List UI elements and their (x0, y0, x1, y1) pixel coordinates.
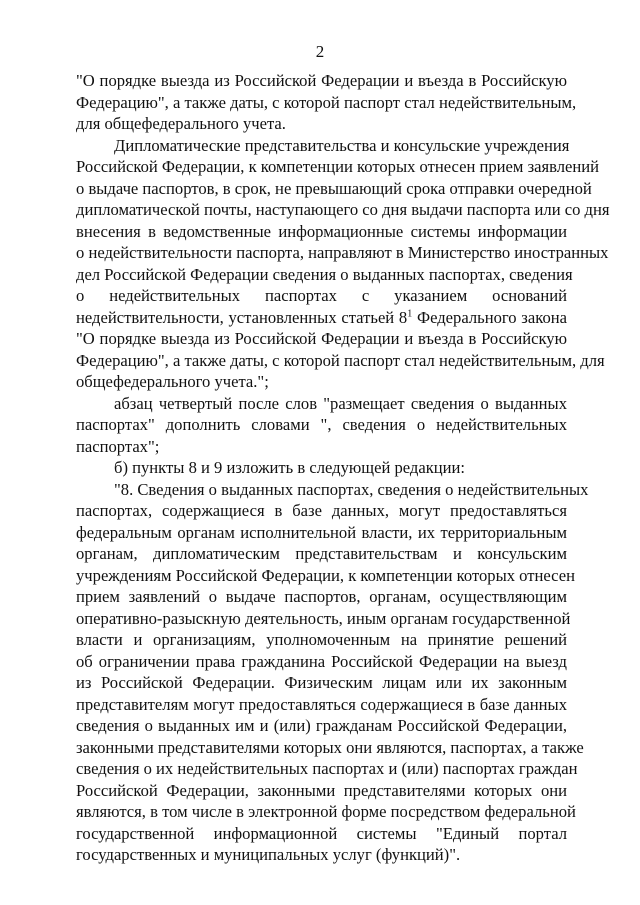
text-line: Федерацию", а также даты, с которой паспорт стал недействительным, для (76, 350, 605, 370)
text-line: оперативно-разыскную деятельность, иным органам государственной (76, 608, 571, 628)
text-line: "О порядке выезда из Российской Федерации и въезда в Российскую (76, 71, 567, 90)
paragraph-2 (76, 135, 610, 393)
text-line: сведения о выданных им и (или) гражданам Российской Федерации, (76, 716, 567, 735)
text-line: сведения о их недействительных паспортах и (или) паспортах граждан (76, 759, 578, 778)
text-line: Российской Федерации, к компетенции которых отнесен прием заявлений (76, 157, 600, 176)
text-line: Российской Федерации, законными представителями которых они (76, 780, 567, 800)
paragraph-1 (76, 70, 577, 135)
text-fragment: недействительности, установленных статьей 8 (76, 307, 408, 327)
text-line: власти и организациям, уполномоченным на принятие решений (76, 630, 567, 649)
text-line: для общефедерального учета. (76, 114, 286, 133)
text-line: об ограничении права гражданина Российской Федерации на выезд (76, 651, 567, 671)
text-line: паспортах, содержащиеся в базе данных, могут предоставляться (76, 501, 567, 520)
document-body (76, 70, 610, 866)
text-line: федеральным органам исполнительной власти, их территориальным (76, 522, 567, 542)
text-line: из Российской Федерации. Физическим лицам или их законным (76, 673, 567, 692)
text-line: государственных и муниципальных услуг (функций)". (76, 845, 461, 864)
text-line: Федерацию", а также даты, с которой паспорт стал недействительным, (76, 92, 577, 112)
text-line: органам, дипломатическим представительствам и консульским (76, 544, 567, 563)
text-fragment: Федерального закона (412, 307, 567, 327)
text-line: внесения в ведомственные информационные системы информации (76, 221, 567, 241)
text-line: прием заявлений о выдаче паспортов, органам, осуществляющим (76, 587, 567, 606)
text-line: паспортах"; (76, 436, 160, 456)
text-line: о недействительных паспортах с указанием оснований (76, 286, 567, 305)
text-line: паспортах" дополнить словами ", сведения о недействительных (76, 415, 567, 434)
text-line: дипломатической почты, наступающего со дня выдачи паспорта или со дня (76, 200, 610, 219)
text-line: о выдаче паспортов, в срок, не превышающий срока отправки очередной (76, 178, 592, 198)
text-line: дел Российской Федерации сведения о выданных паспортах, сведения (76, 264, 573, 284)
text-line: учреждениям Российской Федерации, к компетенции которых отнесен (76, 565, 575, 585)
paragraph-3 (76, 393, 567, 458)
text-line: законными представителями которых они являются, паспортах, а также (76, 737, 584, 757)
superscript: 1 (407, 307, 413, 319)
text-line: о недействительности паспорта, направляют в Министерство иностранных (76, 243, 609, 262)
text-line: "О порядке выезда из Российской Федерации и въезда в Российскую (76, 329, 567, 348)
text-line: б) пункты 8 и 9 изложить в следующей редакции: (114, 458, 466, 477)
text-line: представителям могут предоставляться содержащиеся в базе данных (76, 694, 567, 714)
text-line: общефедерального учета."; (76, 372, 269, 391)
paragraph-5 (76, 479, 589, 866)
text-line: Дипломатические представительства и консульские учреждения (114, 135, 570, 155)
text-line: абзац четвертый после слов "размещает сведения о выданных (114, 393, 567, 413)
text-line: "8. Сведения о выданных паспортах, сведения о недействительных (114, 479, 589, 499)
text-line: государственной информационной системы "Единый портал (76, 823, 567, 843)
text-line-with-superscript (76, 307, 567, 329)
paragraph-4 (76, 457, 567, 479)
text-line: являются, в том числе в электронной форме посредством федеральной (76, 802, 576, 821)
page-number: 2 (315, 42, 325, 61)
